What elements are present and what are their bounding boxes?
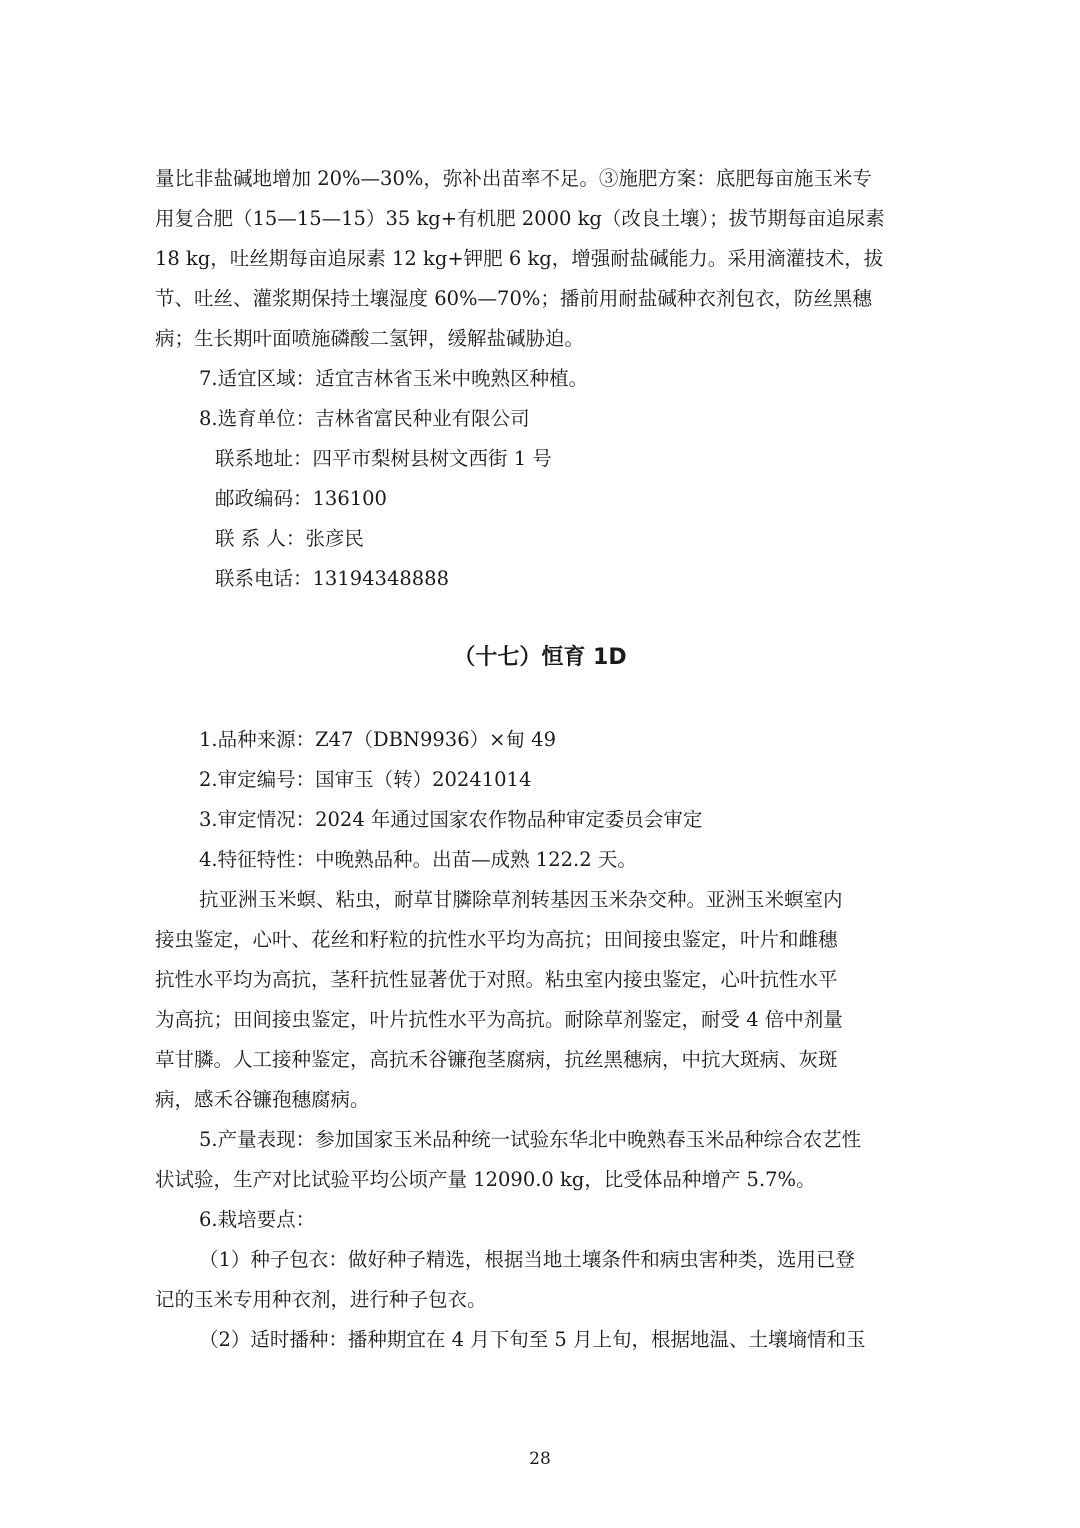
- paragraph-line: 5.产量表现：参加国家玉米品种统一试验东华北中晚熟春玉米品种综合农艺性: [199, 1128, 862, 1151]
- paragraph-line: 量比非盐碱地增加 20%—30%，弥补出苗率不足。③施肥方案：底肥每亩施玉米专: [155, 167, 872, 190]
- paragraph-line: 抗亚洲玉米螟、粘虫，耐草甘膦除草剂转基因玉米杂交种。亚洲玉米螟室内: [199, 888, 843, 911]
- section-title: （十七）恒育 1D: [453, 645, 627, 670]
- paragraph-line: 病；生长期叶面喷施磷酸二氢钾，缓解盐碱胁迫。: [155, 327, 585, 350]
- paragraph-line: 草甘膦。人工接种鉴定，高抗禾谷镰孢茎腐病，抗丝黑穗病，中抗大斑病、灰斑: [155, 1048, 838, 1071]
- contact-phone: 联系电话：13194348888: [215, 567, 449, 590]
- paragraph-line: 抗性水平均为高抗，茎秆抗性显著优于对照。粘虫室内接虫鉴定，心叶抗性水平: [155, 968, 838, 991]
- approval-number: 2.审定编号：国审玉（转）20241014: [199, 768, 532, 791]
- traits: 4.特征特性：中晚熟品种。出苗—成熟 122.2 天。: [199, 848, 637, 871]
- paragraph-line: 为高抗；田间接虫鉴定，叶片抗性水平为高抗。耐除草剂鉴定，耐受 4 倍中剂量: [155, 1008, 843, 1031]
- approval-status: 3.审定情况：2024 年通过国家农作物品种审定委员会审定: [199, 808, 703, 831]
- postal-code: 邮政编码：136100: [215, 487, 387, 510]
- suitable-region: 7.适宜区域：适宜吉林省玉米中晚熟区种植。: [199, 367, 589, 390]
- breeder-unit: 8.选育单位：吉林省富民种业有限公司: [199, 407, 530, 430]
- cultivation-heading: 6.栽培要点：: [199, 1208, 316, 1231]
- paragraph-line: 18 kg，吐丝期每亩追尿素 12 kg+钾肥 6 kg，增强耐盐碱能力。采用滴灌技术，拔: [155, 247, 884, 270]
- contact-person: 联 系 人：张彦民: [215, 527, 364, 550]
- variety-source: 1.品种来源：Z47（DBN9936）×甸 49: [199, 728, 556, 751]
- paragraph-line: 接虫鉴定，心叶、花丝和籽粒的抗性水平均为高抗；田间接虫鉴定，叶片和雌穗: [155, 928, 838, 951]
- paragraph-line: 病，感禾谷镰孢穗腐病。: [155, 1088, 370, 1111]
- contact-address: 联系地址：四平市梨树县树文西街 1 号: [215, 447, 552, 470]
- paragraph-line: 节、吐丝、灌浆期保持土壤湿度 60%—70%；播前用耐盐碱种衣剂包衣，防丝黑穗: [155, 287, 872, 310]
- paragraph-line: （2）适时播种：播种期宜在 4 月下旬至 5 月上旬，根据地温、土壤墒情和玉: [199, 1328, 866, 1351]
- paragraph-line: 用复合肥（15—15—15）35 kg+有机肥 2000 kg（改良土壤）；拔节期每亩追尿素: [155, 207, 885, 230]
- paragraph-line: 状试验，生产对比试验平均公顷产量 12090.0 kg，比受体品种增产 5.7%。: [155, 1168, 816, 1191]
- paragraph-line: 记的玉米专用种衣剂，进行种子包衣。: [155, 1288, 487, 1311]
- paragraph-line: （1）种子包衣：做好种子精选，根据当地土壤条件和病虫害种类，选用已登: [199, 1248, 855, 1271]
- page-number: 28: [529, 1449, 551, 1469]
